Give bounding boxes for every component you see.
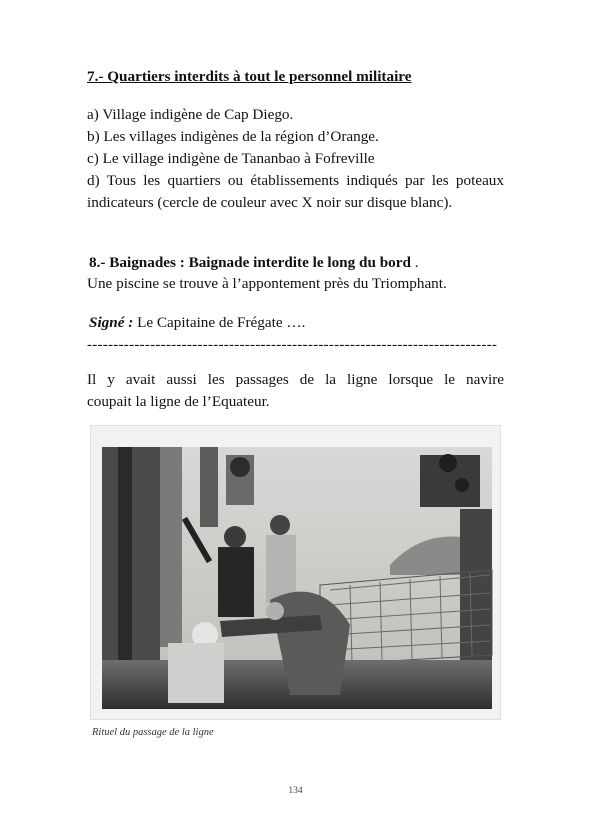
pool-note: Une piscine se trouve à l’appontement près du Triomphant. — [87, 275, 447, 292]
list-item: a) Village indigène de Cap Diego. — [87, 106, 294, 123]
list-item: d) Tous les quartiers ou établissements indiqués par les poteaux indicateurs (cercle de couleur avec X noir sur disque blanc). — [87, 172, 504, 211]
paragraph-line-2: coupait la ligne de l’Equateur. — [87, 393, 270, 410]
section-7-heading: 7.- Quartiers interdits à tout le personnel militaire — [87, 68, 412, 85]
list-item: c) Le village indigène de Tananbao à Fofreville — [87, 150, 375, 167]
signature-text: Le Capitaine de Frégate …. — [133, 314, 306, 331]
line-crossing-photo — [90, 425, 501, 720]
section-8-title-end: . — [410, 254, 419, 271]
paragraph-line-1: Il y avait aussi les passages de la ligne lorsque le navire — [87, 371, 504, 388]
photo-caption: Rituel du passage de la ligne — [92, 727, 214, 738]
page-number: 134 — [288, 786, 303, 796]
list-item: b) Les villages indigènes de la région d’Orange. — [87, 128, 379, 145]
forbidden-areas-list — [87, 104, 504, 214]
signature-label: Signé : — [89, 314, 134, 331]
dashed-separator: ------------------------------------------------------------------------------ — [87, 336, 498, 353]
section-8-heading — [89, 252, 506, 274]
section-8-title: 8.- Baignades : Baignade interdite le long du bord — [89, 254, 411, 271]
signature-line — [89, 312, 506, 334]
line-crossing-paragraph — [87, 369, 504, 413]
photo-illustration — [90, 425, 501, 720]
